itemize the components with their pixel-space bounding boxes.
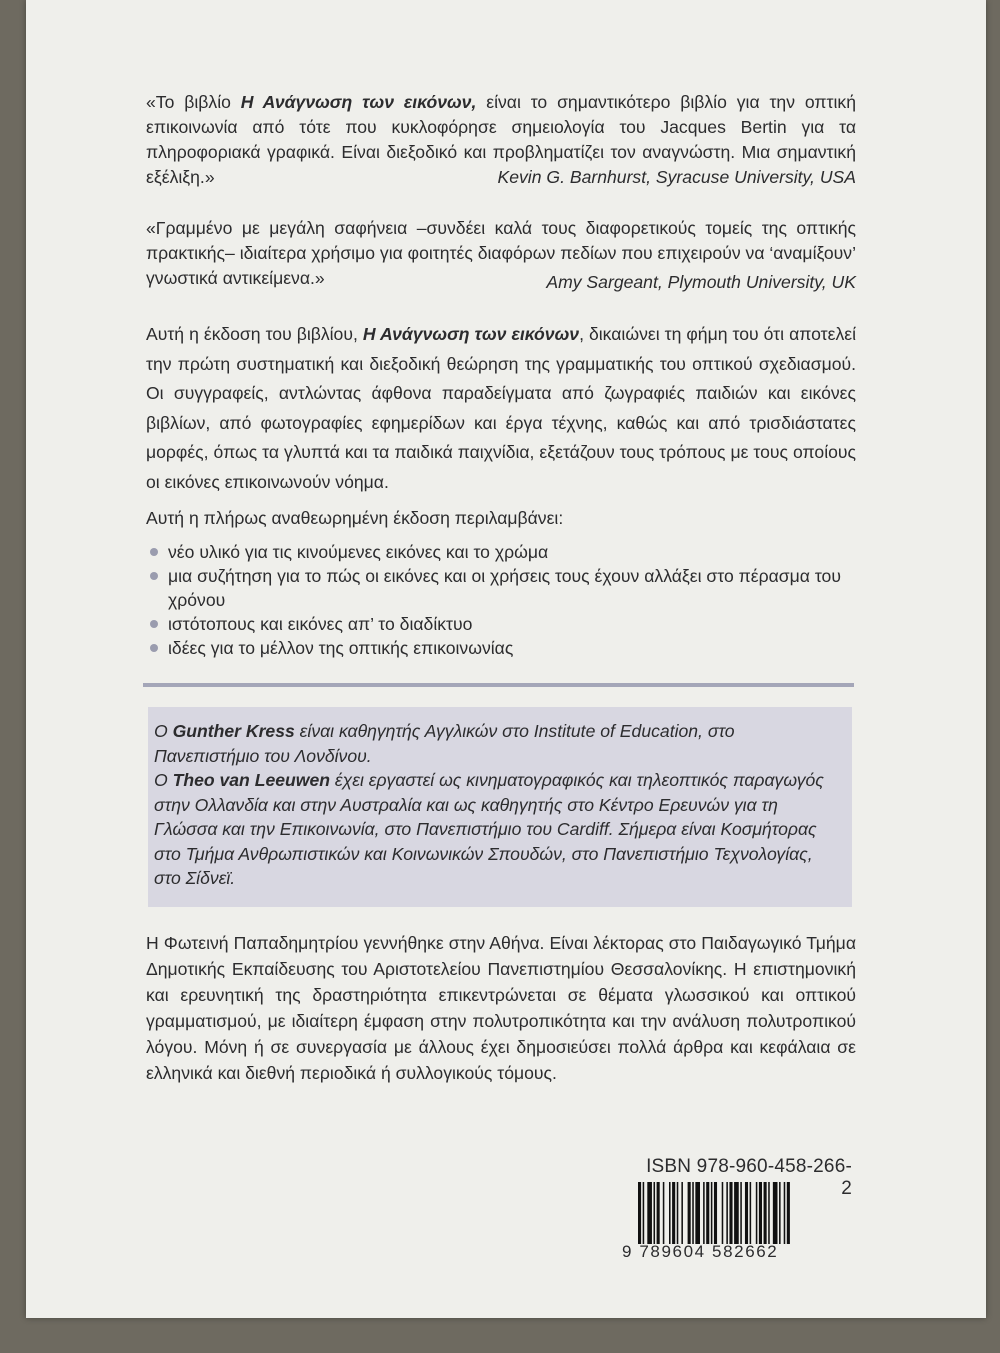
list-item: ιδέες για το μέλλον της οπτικής επικοινωνίας	[146, 636, 856, 660]
barcode-bar	[692, 1182, 694, 1244]
features-intro: Αυτή η πλήρως αναθεωρημένη έκδοση περιλαμβάνει:	[146, 508, 564, 528]
barcode-bar	[740, 1182, 742, 1244]
isbn-label: ISBN 978-960-458-266-2	[646, 1156, 852, 1199]
barcode-bar	[734, 1182, 739, 1244]
barcode-bar	[722, 1182, 724, 1244]
barcode-icon	[638, 1182, 852, 1244]
barcode-bar	[677, 1182, 679, 1244]
book-title-italic: Η Ανάγνωση των εικόνων	[362, 324, 580, 344]
barcode-bar	[756, 1182, 758, 1244]
book-back-cover	[26, 0, 986, 1318]
barcode-bar	[643, 1182, 645, 1244]
list-item: ιστότοπους και εικόνες απ’ το διαδίκτυο	[146, 612, 856, 636]
barcode-bar	[647, 1182, 652, 1244]
barcode-bar	[672, 1182, 675, 1244]
barcode-bar	[714, 1182, 717, 1244]
barcode-bar	[663, 1182, 665, 1244]
barcode-bar	[759, 1182, 762, 1244]
review-quote-sargeant: «Γραμμένο με μεγάλη σαφήνεια –συνδέει καλά τους διαφορετικούς τομείς της οπτικής πρακτικής– ιδιαίτερα χρήσιμο για φοιτητές διαφόρων πεδίων που επιχειρούν να ‘αναμίξουν’ γνωστικά αντικείμενα.»	[146, 218, 856, 288]
bullet-icon	[150, 572, 158, 580]
list-item: μια συζήτηση για το πώς οι εικόνες και οι χρήσεις τους έχουν αλλάξει στο πέρασμα του χρόνου	[146, 564, 856, 612]
author-name: Gunther Kress	[172, 721, 295, 741]
author-bio-kress: Ο Gunther Kress είναι καθηγητής Αγγλικών στο Institute of Education, στο Πανεπιστήμιο του Λονδίνου.	[154, 721, 735, 766]
review-quote-barnhurst: «Το βιβλίο Η Ανάγνωση των εικόνων, είναι το σημαντικότερο βιβλίο για την οπτική επικοινωνία από τότε που κυκλοφόρησε σημειολογία του Jacques Bertin για τα πληροφοριακά γραφικά. Είναι διεξοδικό και προβληματίζει τον αναγνώστη. Μια σημαντική εξέλιξη.»	[146, 92, 856, 187]
barcode-bar	[654, 1182, 656, 1244]
review-attribution-barnhurst: Kevin G. Barnhurst, Syracuse University, USA	[497, 167, 856, 187]
barcode-bar	[695, 1182, 700, 1244]
barcode-bar	[768, 1182, 770, 1244]
bullet-icon	[150, 620, 158, 628]
authors-bio-box	[148, 707, 852, 907]
barcode-bar	[638, 1182, 641, 1244]
author-name: Theo van Leeuwen	[172, 770, 330, 790]
book-description: Αυτή η έκδοση του βιβλίου, Η Ανάγνωση των εικόνων, δικαιώνει τη φήμη του ότι αποτελεί την πρώτη συστηματική και διεξοδική θεώρηση της γραμματικής του οπτικού σχεδιασμού. Οι συγγραφείς, αντλώντας άφθονα παραδείγματα από ζωγραφιές παιδιών και εικόνες βιβλίων, από φωτογραφίες εφημερίδων και έργα τέχνης, καθώς και από τρισδιάστατες μορφές, όπως τα γλυπτά και τα παιδικά παιχνίδια, εξετάζουν τους τρόπους με τους οποίους οι εικόνες επικοινωνούν νόημα.	[146, 324, 857, 492]
barcode-bar	[726, 1182, 728, 1244]
barcode-bar	[764, 1182, 767, 1244]
bullet-icon	[150, 644, 158, 652]
barcode-bar	[784, 1182, 786, 1244]
barcode-bar	[706, 1182, 709, 1244]
review-attribution-sargeant: Amy Sargeant, Plymouth University, UK	[546, 272, 856, 292]
barcode-bar	[703, 1182, 705, 1244]
barcode-bar	[688, 1182, 691, 1244]
barcode-bar	[787, 1182, 790, 1244]
barcode-bar	[773, 1182, 778, 1244]
section-divider	[143, 683, 854, 687]
translator-bio: Η Φωτεινή Παπαδημητρίου γεννήθηκε στην Αθήνα. Είναι λέκτορας στο Παιδαγωγικό Τμήμα Δημοτικής Εκπαίδευσης του Αριστοτελείου Πανεπιστημίου Θεσσαλονίκης. Η επιστημονική και ερευνητική της δραστηριότητα επικεντρώνεται σε θέματα γλωσσικού και οπτικού γραμματισμού, με ιδιαίτερη έμφαση στην πολυτροπικότητα και την ανάλυση πολυτροπικού λόγου. Μόνη ή σε συνεργασία με άλλους έχει δημοσιεύσει πολλά άρθρα και κεφάλαια σε ελληνικά και διεθνή περιοδικά ή συλλογικούς τόμους.	[146, 933, 856, 1083]
barcode-bar	[669, 1182, 671, 1244]
book-title-italic: Η Ανάγνωση των εικόνων,	[240, 92, 477, 112]
list-item: νέο υλικό για τις κινούμενες εικόνες και το χρώμα	[146, 540, 856, 564]
bullet-icon	[150, 548, 158, 556]
barcode-bar	[657, 1182, 660, 1244]
barcode-bar	[711, 1182, 713, 1244]
barcode-bar	[745, 1182, 748, 1244]
barcode-bar	[681, 1182, 683, 1244]
barcode-bar	[750, 1182, 752, 1244]
features-list	[146, 540, 856, 660]
barcode-bar	[729, 1182, 732, 1244]
author-bio-leeuwen: Ο Theo van Leeuwen έχει εργαστεί ως κινηματογραφικός και τηλεοπτικός παραγωγός στην Ολλανδία και στην Αυστραλία και ως καθηγητής στο Κέντρο Ερευνών για τη Γλώσσα και την Επικοινωνία, στο Πανεπιστήμιο του Cardiff. Σήμερα είναι Κοσμήτορας στο Τμήμα Ανθρωπιστικών και Κοινωνικών Σπουδών, στο Πανεπιστήμιο Τεχνολογίας, στο Σίδνεϊ.	[154, 770, 824, 888]
barcode-digits: 9 789604 582662	[622, 1242, 779, 1261]
barcode-bar	[779, 1182, 781, 1244]
